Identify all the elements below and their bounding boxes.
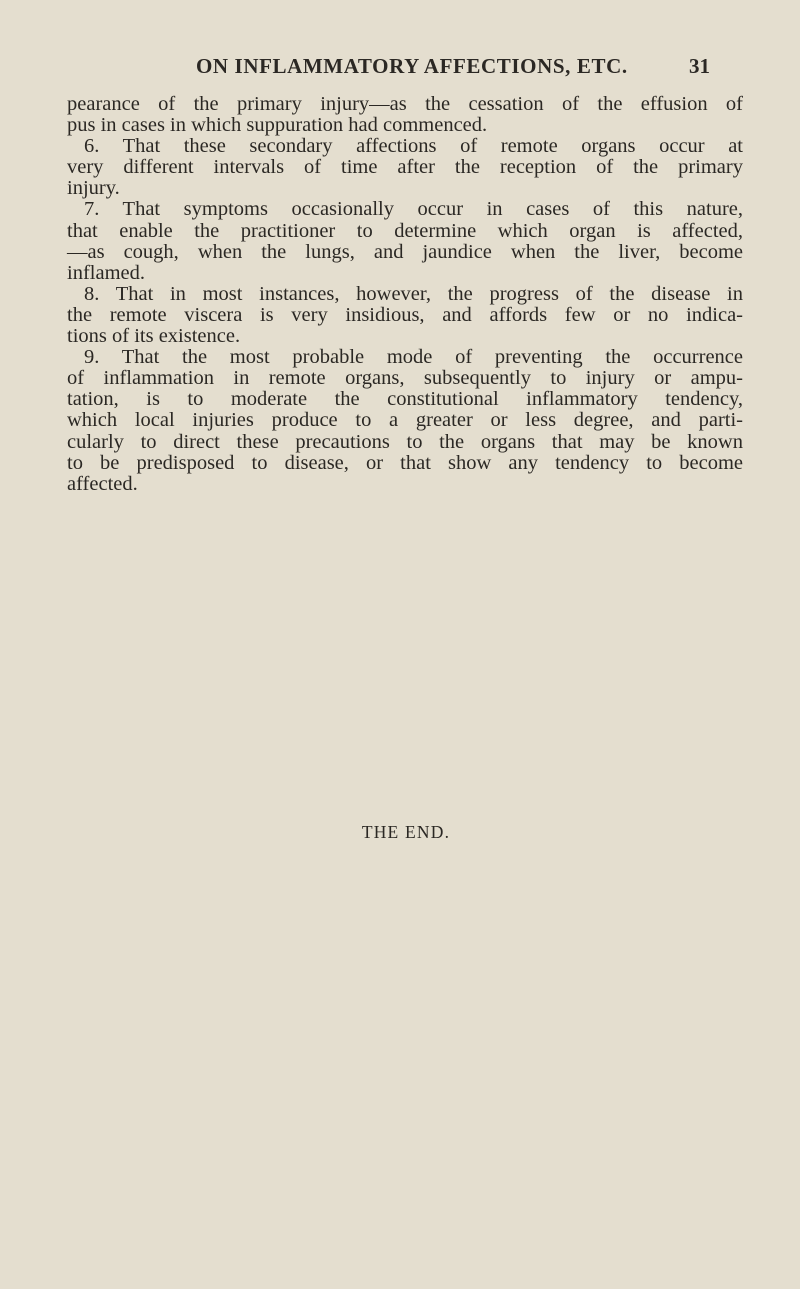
text-line: that enable the practitioner to determine which organ is affected,: [67, 219, 743, 242]
running-head: [0, 54, 800, 84]
text-line: injury.: [67, 177, 120, 200]
text-line: the remote viscera is very insidious, and affords few or no indica-: [67, 303, 743, 326]
text-line: inflamed.: [67, 261, 145, 284]
body-text: [67, 94, 743, 495]
text-line: to be predisposed to disease, or that show any tendency to become: [67, 451, 743, 474]
text-line: 7. That symptoms occasionally occur in cases of this nature,: [84, 198, 743, 221]
page-number: 31: [689, 54, 710, 78]
text-line: very different intervals of time after the reception of the primary: [67, 156, 743, 179]
running-head-title: ON INFLAMMATORY AFFECTIONS, ETC.: [196, 54, 628, 78]
text-line: 6. That these secondary affections of remote organs occur at: [84, 135, 743, 158]
text-line: pus in cases in which suppuration had commenced.: [67, 114, 488, 137]
the-end-label: THE END.: [361, 822, 451, 842]
text-line: of inflammation in remote organs, subsequently to injury or ampu-: [67, 367, 743, 390]
text-line: which local injuries produce to a greater or less degree, and parti-: [67, 409, 743, 432]
text-line: —as cough, when the lungs, and jaundice when the liver, become: [67, 240, 743, 263]
text-line: tions of its existence.: [67, 325, 241, 348]
text-line: 8. That in most instances, however, the progress of the disease in: [84, 282, 743, 305]
text-line: tation, is to moderate the constitutional inflammatory tendency,: [67, 388, 743, 411]
text-line: affected.: [67, 472, 138, 495]
text-line: pearance of the primary injury—as the cessation of the effusion of: [67, 93, 743, 115]
text-line: 9. That the most probable mode of preventing the occurrence: [84, 346, 743, 369]
text-line: cularly to direct these precautions to the organs that may be known: [67, 430, 743, 453]
